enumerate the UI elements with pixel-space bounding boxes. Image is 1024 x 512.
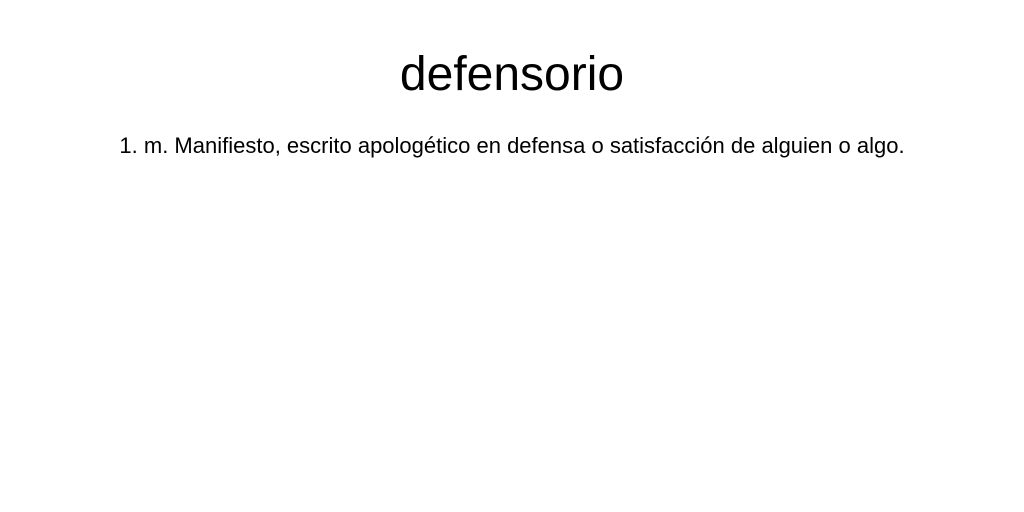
entry-word: defensorio [399,48,625,101]
entry-definition: 1. m. Manifiesto, escrito apologético en defensa o satisfacción de alguien o algo. [119,133,905,158]
